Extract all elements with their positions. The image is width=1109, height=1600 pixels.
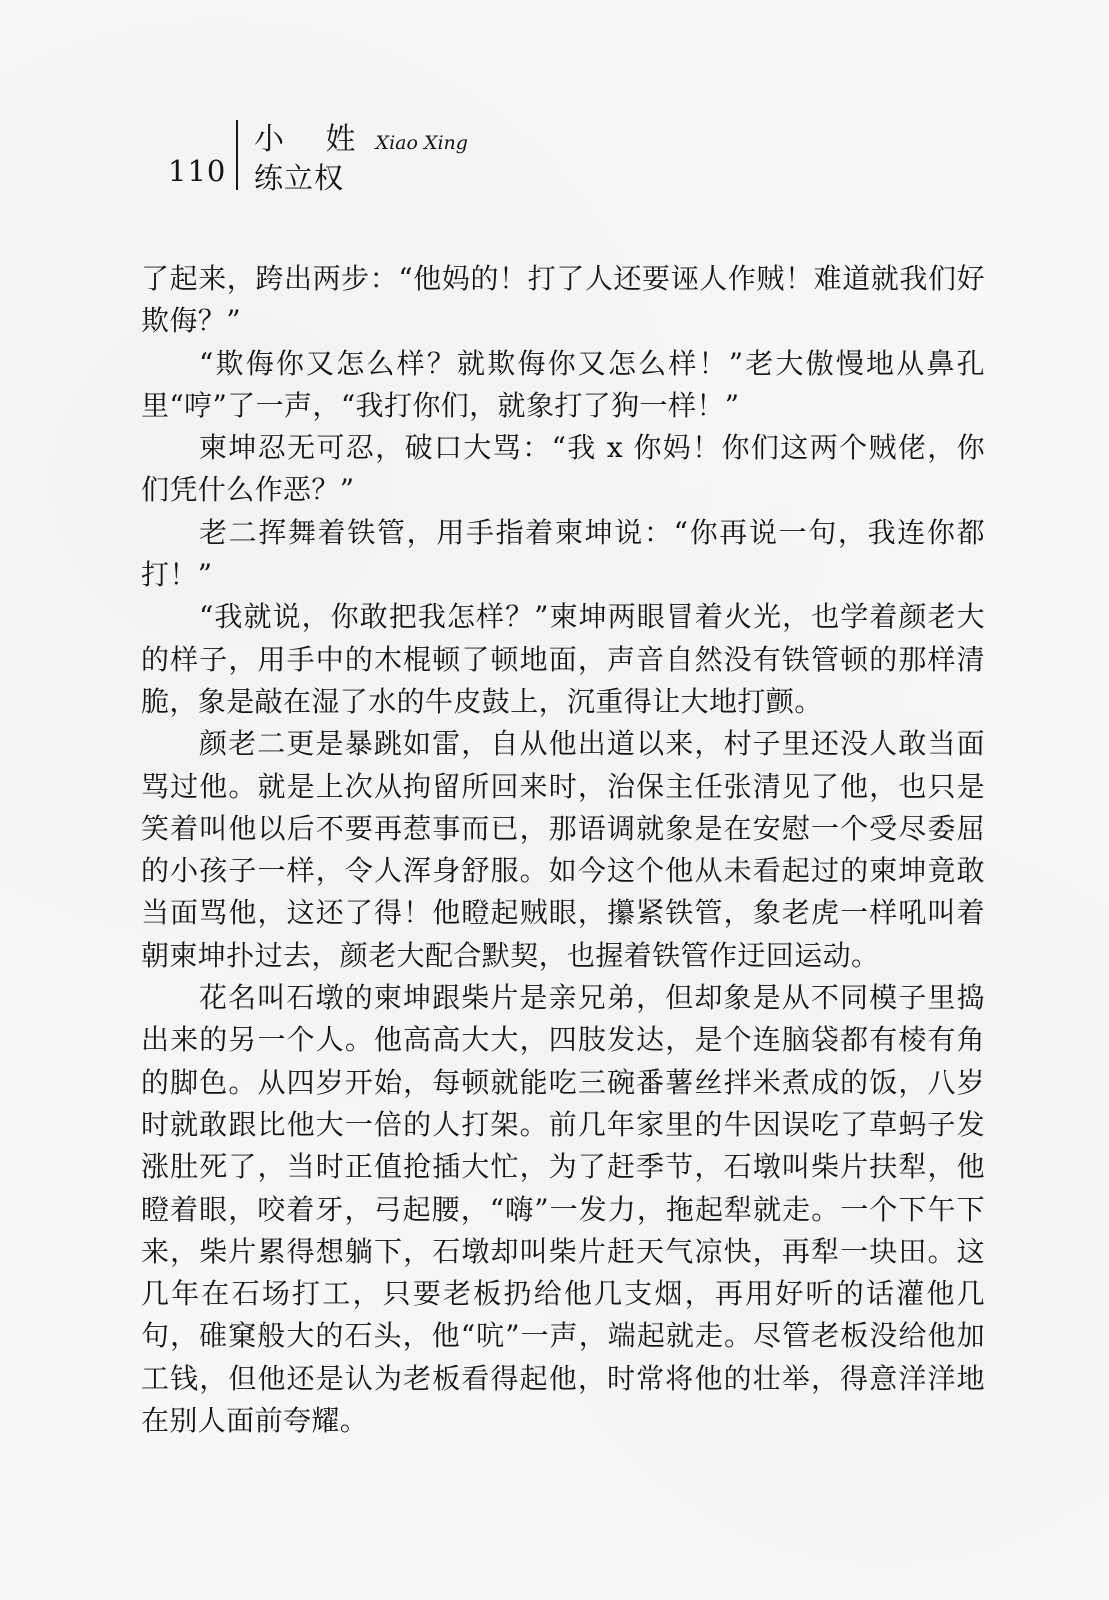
author-name: 练立权 [254,161,345,195]
running-header [168,114,568,194]
page-number: 110 [168,154,227,188]
paragraph: 花名叫石墩的柬坤跟柴片是亲兄弟，但却象是从不同模子里捣出来的另一个人。他高高大大，四肢发达，是个连脑袋都有棱有角的脚色。从四岁开始，每顿就能吃三碗番薯丝拌米煮成的饭，八岁时就敢跟比他大一倍的人打架。前几年家里的牛因误吃了草蚂子发涨肚死了，当时正值抢插大忙，为了赶季节，石墩叫柴片扶犁，他瞪着眼，咬着牙，弓起腰，“嗨”一发力，拖起犁就走。一个下午下来，柴片累得想躺下，石墩却叫柴片赶天气凉快，再犁一块田。这几年在石场打工，只要老板扔给他几支烟，再用好听的话灌他几句，碓窠般大的石头，他“吭”一声，端起就走。尽管老板没给他加工钱，但他还是认为老板看得起他，时常将他的壮举，得意洋洋地在别人面前夸耀。 [141,981,985,1438]
paragraph: 老二挥舞着铁管，用手指着柬坤说：“你再说一句，我连你都打！” [141,515,985,592]
paragraph-continued: 了起来，跨出两步：“他妈的！打了人还要诬人作贼！难道就我们好欺侮？” [141,262,985,338]
chapter-title [254,114,468,158]
chapter-title-pinyin: Xiao Xing [375,132,468,154]
paragraph: 颜老二更是暴跳如雷，自从他出道以来，村子里还没人敢当面骂过他。就是上次从拘留所回来时，治保主任张清见了他，也只是笑着叫他以后不要再惹事而已，那语调就象是在安慰一个受尽委屈的小孩子一样，令人浑身舒服。如今这个他从未看起过的柬坤竟敢当面骂他，这还了得！他瞪起贼眼，攥紧铁管，象老虎一样吼叫着朝柬坤扑过去，颜老大配合默契，也握着铁管作迂回运动。 [141,727,985,972]
paragraph: “欺侮你又怎么样？就欺侮你又怎么样！”老大傲慢地从鼻孔里“哼”了一声，“我打你们，就象打了狗一样！” [141,346,985,422]
chapter-title-text: 小 姓 [254,122,372,157]
paragraph: 柬坤忍无可忍，破口大骂：“我 x 你妈！你们这两个贼佬，你们凭什么作恶？” [141,431,985,507]
paragraph: “我就说，你敢把我怎样？”柬坤两眼冒着火光，也学着颜老大的样子，用手中的木棍顿了顿地面，声音自然没有铁管顿的那样清脆，象是敲在湿了水的牛皮鼓上，沉重得让大地打颤。 [141,600,985,718]
header-divider [236,120,238,190]
body-text [141,258,985,1442]
